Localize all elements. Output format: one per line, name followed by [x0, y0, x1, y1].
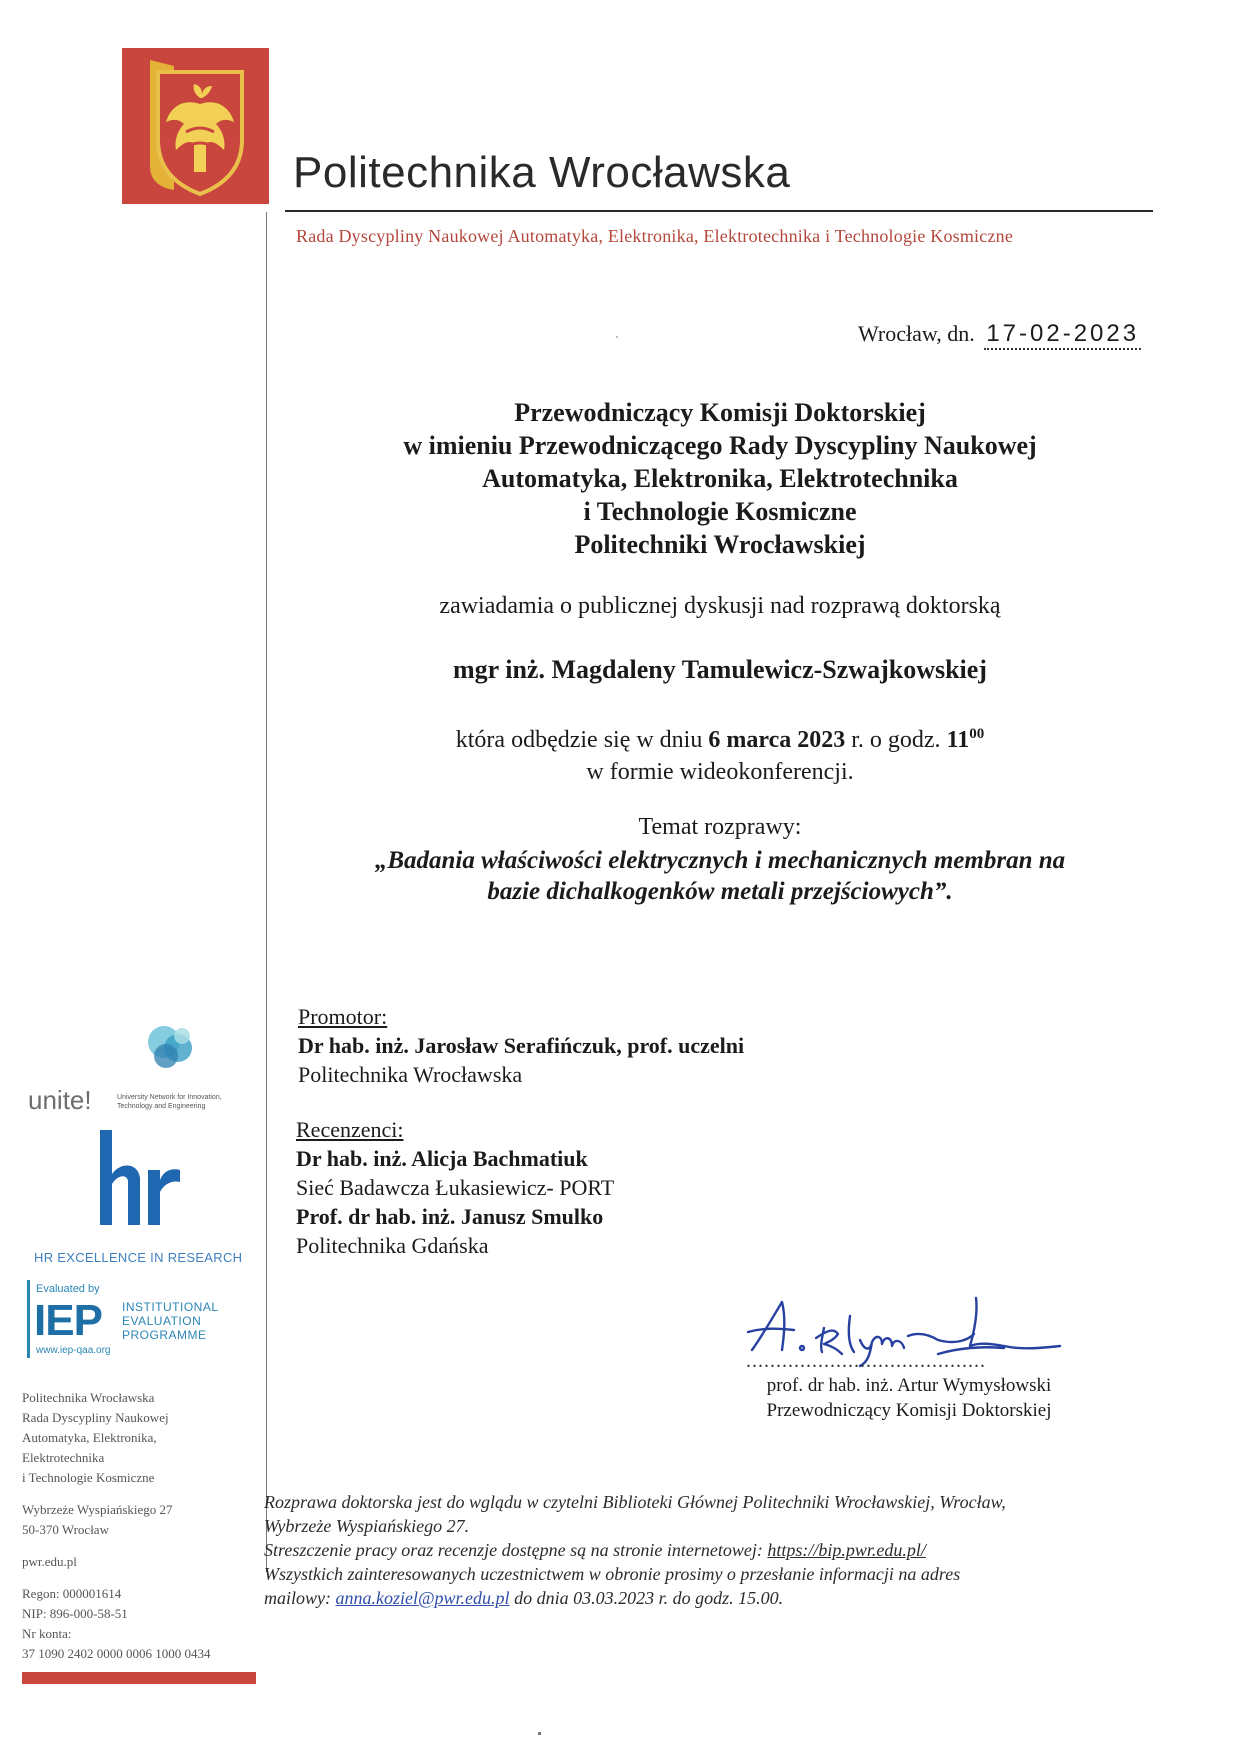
schedule-form: w formie wideokonferencji. [586, 759, 854, 785]
reviewer-name: Dr hab. inż. Alicja Bachmatiuk [296, 1146, 588, 1171]
email-link[interactable]: anna.koziel@pwr.edu.pl [335, 1588, 510, 1608]
id-line: Regon: 000001614 [22, 1586, 122, 1601]
header-rule [285, 210, 1153, 212]
hr-caption: HR EXCELLENCE IN RESEARCH [34, 1250, 243, 1265]
signature-line: ........................................ [746, 1350, 986, 1372]
iep-word: EVALUATION [122, 1314, 202, 1328]
eagle-crest-icon [122, 48, 269, 204]
date-line [858, 320, 1141, 350]
reviewers-label: Recenzenci: [296, 1117, 404, 1142]
footnote-line: Wszystkich zainteresowanych uczestnictwem w obronie prosimy o przesłanie informacji na adres [264, 1564, 961, 1584]
council-name: Rada Dyscypliny Naukowej Automatyka, Elektronika, Elektrotechnika i Technologie Kosmiczne [296, 226, 1014, 246]
signatory [750, 1373, 1068, 1423]
address-line: Elektrotechnika [22, 1450, 105, 1465]
heading-line: Automatyka, Elektronika, Elektrotechnika [482, 464, 958, 493]
reviewer-affiliation: Sieć Badawcza Łukasiewicz- PORT [296, 1175, 615, 1200]
promoter-label: Promotor: [298, 1004, 388, 1029]
iep-word: PROGRAMME [122, 1328, 207, 1342]
date-value: 17-02-2023 [984, 320, 1141, 350]
date-prefix: Wrocław, dn. [858, 321, 975, 346]
address-line: i Technologie Kosmiczne [22, 1470, 155, 1485]
bip-link[interactable]: https://bip.pwr.edu.pl/ [767, 1540, 926, 1560]
iep-url: www.iep-qaa.org [36, 1345, 111, 1356]
hr-excellence-logo-icon [98, 1130, 180, 1225]
defense-schedule [270, 718, 1170, 788]
id-line: NIP: 896-000-58-51 [22, 1606, 128, 1621]
notice-text: zawiadamia o publicznej dyskusji nad rozprawą doktorską [439, 593, 1001, 619]
footnote-text: mailowy: [264, 1588, 331, 1608]
scan-speck [616, 336, 618, 338]
margin-rule [266, 212, 267, 1572]
iep-word: INSTITUTIONAL [122, 1300, 219, 1314]
scan-speck [538, 1732, 541, 1735]
address-line: Wybrzeże Wyspiańskiego 27 [22, 1502, 173, 1517]
website-line: pwr.edu.pl [22, 1554, 77, 1569]
reviewer-affiliation: Politechnika Gdańska [296, 1233, 489, 1258]
heading-line: Politechniki Wrocławskiej [574, 530, 866, 559]
thesis-topic [270, 845, 1170, 907]
heading-line: w imieniu Przewodniczącego Rady Dyscypliny Naukowej [403, 431, 1037, 460]
schedule-minutes: 00 [969, 726, 985, 742]
signatory-role: Przewodniczący Komisji Doktorskiej [766, 1400, 1052, 1421]
reviewers-section [296, 1115, 614, 1260]
address-line: 50-370 Wrocław [22, 1522, 109, 1537]
footnote-line [264, 1538, 1144, 1562]
address-line: Politechnika Wrocławska [22, 1390, 155, 1405]
topic-line: bazie dichalkogenków metali przejściowych”. [487, 878, 953, 905]
candidate-name: mgr inż. Magdaleny Tamulewicz-Szwajkowskiej [453, 655, 987, 684]
iep-full-name [122, 1300, 219, 1342]
id-line: 37 1090 2402 0000 0006 1000 0434 [22, 1646, 211, 1661]
reviewer-name: Prof. dr hab. inż. Janusz Smulko [296, 1204, 604, 1229]
footnote-text: Streszczenie pracy oraz recenzje dostępne są na stronie internetowej: [264, 1540, 763, 1560]
schedule-date: 6 marca 2023 [708, 727, 846, 753]
footnote [264, 1490, 1144, 1610]
address-line: Automatyka, Elektronika, [22, 1430, 157, 1445]
announcement-heading [270, 396, 1170, 561]
footnote-line [264, 1586, 1144, 1610]
schedule-before: która odbędzie się w dniu [455, 727, 703, 753]
unite-description: University Network for Innovation, Technology and Engineering [117, 1094, 222, 1110]
promoter-affiliation: Politechnika Wrocławska [298, 1062, 523, 1087]
sidebar-address [22, 1388, 252, 1664]
footnote-line: Rozprawa doktorska jest do wglądu w czytelni Biblioteki Głównej Politechniki Wrocławskiej, Wrocław, [264, 1492, 1006, 1512]
schedule-hour: 11 [946, 727, 970, 753]
heading-line: i Technologie Kosmiczne [583, 497, 857, 526]
iep-evaluated-by: Evaluated by [36, 1283, 100, 1295]
footer-color-bar [22, 1672, 256, 1684]
footnote-line: Wybrzeże Wyspiańskiego 27. [264, 1516, 470, 1536]
footnote-text: do dnia 03.03.2023 r. do godz. 15.00. [514, 1588, 784, 1608]
university-name: Politechnika Wrocławska [293, 148, 791, 197]
address-line: Rada Dyscypliny Naukowej [22, 1410, 169, 1425]
unite-logo-icon [140, 1022, 200, 1074]
heading-line: Przewodniczący Komisji Doktorskiej [514, 398, 926, 427]
iep-logo-letters: IEP [34, 1296, 102, 1345]
topic-line: „Badania właściwości elektrycznych i mechanicznych membran na [374, 847, 1066, 874]
id-line: Nr konta: [22, 1626, 72, 1641]
promoter-name: Dr hab. inż. Jarosław Serafińczuk, prof. uczelni [298, 1033, 745, 1058]
topic-label: Temat rozprawy: [638, 814, 802, 840]
schedule-mid: r. o godz. [851, 727, 941, 753]
unite-wordmark: unite! [28, 1085, 92, 1115]
promoter-section [298, 1002, 744, 1089]
signatory-name: prof. dr hab. inż. Artur Wymysłowski [766, 1375, 1052, 1396]
